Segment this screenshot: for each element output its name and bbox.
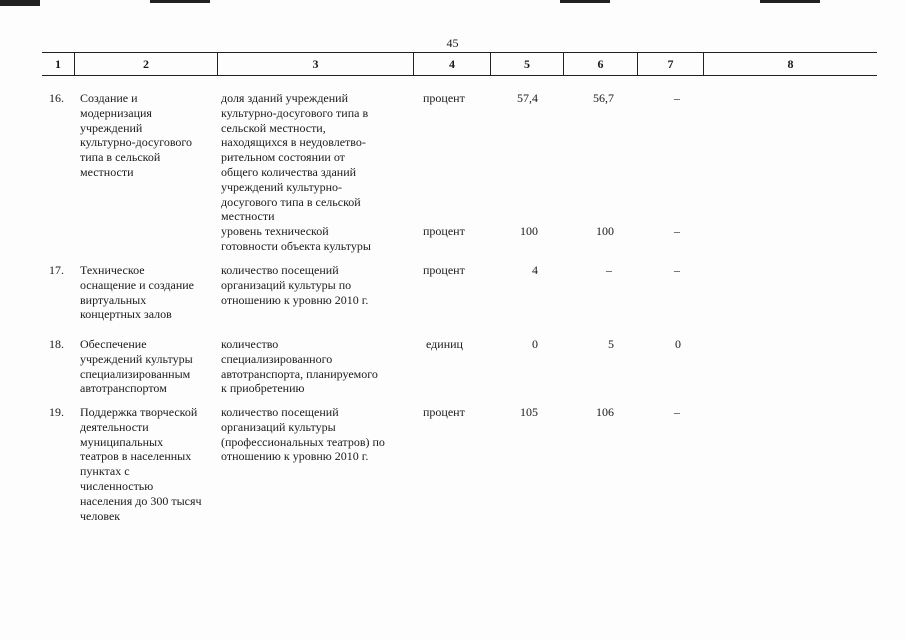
measure-name: Обеспечение учреждений культуры специализированным автотранспортом	[80, 337, 193, 396]
value-col-7: –	[674, 91, 680, 105]
column-header-3: 3	[312, 57, 319, 71]
value-col-5: 105	[520, 405, 538, 419]
row-number: 16.	[49, 91, 64, 105]
value-col-7: –	[674, 263, 680, 277]
row-number: 18.	[49, 337, 64, 351]
indicator-unit: процент	[423, 405, 465, 419]
indicator-unit: процент	[423, 263, 465, 277]
value-col-6: 100	[596, 224, 614, 238]
value-col-7: –	[674, 405, 680, 419]
value-col-6: 106	[596, 405, 614, 419]
value-col-7: 0	[675, 337, 681, 351]
measure-name: Поддержка творческой деятельности муниципальных театров в населенных пунктах с численностью населения до 300 тысяч человек	[80, 405, 202, 523]
column-header-1: 1	[55, 57, 61, 71]
scan-artifact	[760, 0, 820, 3]
table-header	[42, 52, 877, 76]
indicator-unit: процент	[423, 91, 465, 105]
page-number: 45	[446, 36, 459, 50]
column-header-6: 6	[597, 57, 604, 71]
column-header-5: 5	[524, 57, 530, 71]
column-header-4: 4	[449, 57, 455, 71]
row-number: 19.	[49, 405, 64, 419]
value-col-6: –	[606, 263, 612, 277]
indicator-text: доля зданий учреждений культурно-досугового типа в сельской местности, находящихся в неудовлетво- рительном состоянии от общего количества зданий учреждений культурно- досугового типа в сельской местности	[221, 91, 369, 224]
measure-name: Создание и модернизация учреждений культурно-досугового типа в сельской местности	[80, 91, 193, 179]
indicator-text: количество посещений организаций культуры (профессиональных театров) по отношению к уровню 2010 г.	[221, 405, 385, 464]
value-col-7: –	[674, 224, 680, 238]
value-col-5: 4	[532, 263, 538, 277]
indicator-unit: процент	[423, 224, 465, 238]
value-col-6: 56,7	[593, 91, 614, 105]
indicator-unit: единиц	[426, 337, 463, 351]
indicator-text: количество специализированного автотранспорта, планируемого к приобретению	[221, 337, 378, 396]
indicator-text: количество посещений организаций культуры по отношению к уровню 2010 г.	[221, 263, 369, 307]
value-col-5: 57,4	[517, 91, 538, 105]
column-header-8: 8	[787, 57, 794, 71]
value-col-6: 5	[608, 337, 614, 351]
scan-artifact	[150, 0, 210, 3]
scan-artifact	[560, 0, 610, 3]
row-number: 17.	[49, 263, 64, 277]
measure-name: Техническое оснащение и создание виртуальных концертных залов	[80, 263, 194, 322]
scan-artifact	[0, 0, 40, 6]
column-header-2: 2	[143, 57, 149, 71]
value-col-5: 100	[520, 224, 538, 238]
value-col-5: 0	[532, 337, 538, 351]
column-header-7: 7	[667, 57, 674, 71]
indicator-text: уровень технической готовности объекта культуры	[221, 224, 371, 253]
